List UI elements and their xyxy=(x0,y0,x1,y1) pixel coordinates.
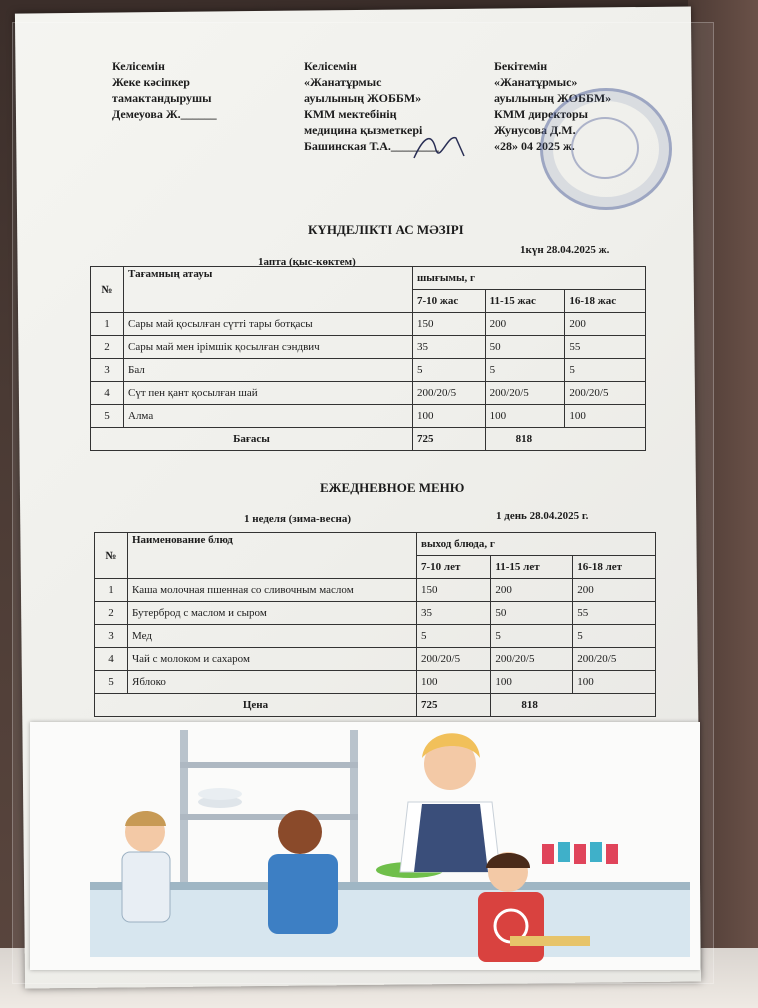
col-age: 11-15 лет xyxy=(491,556,573,579)
menu-kz-week: 1апта (қыс-көктем) xyxy=(258,256,356,268)
row-number: 5 xyxy=(91,405,124,428)
portion: 35 xyxy=(413,336,486,359)
table-row xyxy=(95,579,656,602)
menu-kz-table xyxy=(90,266,646,451)
row-number: 2 xyxy=(95,602,128,625)
serving-counter xyxy=(90,887,690,957)
portion: 55 xyxy=(573,602,656,625)
approval-line: Бекітемін xyxy=(494,59,548,73)
portion: 50 xyxy=(485,336,565,359)
row-number: 1 xyxy=(91,313,124,336)
cup xyxy=(542,844,554,864)
boy-head xyxy=(278,810,322,854)
portion: 200 xyxy=(565,313,646,336)
approval-line: «Жанатұрмыс xyxy=(304,75,382,89)
dish-name: Яблоко xyxy=(128,671,417,694)
boy-shirt xyxy=(268,854,338,934)
price-value: 725 xyxy=(417,694,491,717)
approval-line: КММ директоры xyxy=(494,107,589,121)
official-stamp xyxy=(540,88,672,210)
approval-line: Жунусова Д.М. xyxy=(494,123,576,137)
shelf-board xyxy=(180,814,358,820)
approval-line: тамактандырушы xyxy=(112,91,212,105)
col-age: 16-18 лет xyxy=(573,556,656,579)
cafeteria-illustration xyxy=(30,722,700,970)
cup xyxy=(590,842,602,862)
col-output: выход блюда, г xyxy=(417,533,656,556)
portion: 5 xyxy=(485,359,565,382)
col-age: 11-15 жас xyxy=(485,290,565,313)
row-number: 3 xyxy=(95,625,128,648)
server-apron xyxy=(414,804,488,872)
dish-name: Чай с молоком и сахаром xyxy=(128,648,417,671)
col-number: № xyxy=(91,267,124,313)
dish-name: Сары май қосылған сүтті тары ботқасы xyxy=(124,313,413,336)
portion: 150 xyxy=(417,579,491,602)
approval-caterer xyxy=(112,58,217,122)
total-row xyxy=(95,694,656,717)
table-row xyxy=(91,313,646,336)
row-number: 1 xyxy=(95,579,128,602)
table-row xyxy=(91,336,646,359)
portion: 200/20/5 xyxy=(417,648,491,671)
approval-line: Келісемін xyxy=(112,59,165,73)
col-dish-name: Тағамның атауы xyxy=(124,267,413,313)
cup xyxy=(606,844,618,864)
shelf-board xyxy=(180,762,358,768)
portion: 200 xyxy=(485,313,565,336)
counter-top xyxy=(90,882,690,890)
row-number: 3 xyxy=(91,359,124,382)
table-row xyxy=(91,359,646,382)
cup xyxy=(558,842,570,862)
price-label: Цена xyxy=(95,694,417,717)
row-number: 2 xyxy=(91,336,124,359)
approval-line: «Жанатұрмыс» xyxy=(494,75,578,89)
portion: 200/20/5 xyxy=(485,382,565,405)
total-row xyxy=(91,428,646,451)
boy-hair xyxy=(125,811,166,826)
col-age: 7-10 жас xyxy=(413,290,486,313)
portion: 50 xyxy=(491,602,573,625)
portion: 5 xyxy=(573,625,656,648)
approval-line: ауылының ЖОББМ» xyxy=(494,91,612,105)
dish-name: Сары май мен ірімшік қосылған сэндвич xyxy=(124,336,413,359)
cup xyxy=(574,844,586,864)
dish-name: Сүт пен қант қосылған шай xyxy=(124,382,413,405)
portion: 100 xyxy=(491,671,573,694)
col-age: 7-10 лет xyxy=(417,556,491,579)
portion: 200/20/5 xyxy=(565,382,646,405)
table-row xyxy=(95,671,656,694)
portion: 100 xyxy=(413,405,486,428)
approval-line: ауылының ЖОББМ» xyxy=(304,91,422,105)
portion: 200/20/5 xyxy=(413,382,486,405)
approval-line: Башинская Т.А.________ xyxy=(304,139,439,153)
price-label: Бағасы xyxy=(91,428,413,451)
dish-name: Бал xyxy=(124,359,413,382)
row-number: 5 xyxy=(95,671,128,694)
dish-name: Каша молочная пшенная со сливочным маслом xyxy=(128,579,417,602)
portion: 200/20/5 xyxy=(573,648,656,671)
portion: 150 xyxy=(413,313,486,336)
signature-mark xyxy=(410,128,470,164)
col-dish-name: Наименование блюд xyxy=(128,533,417,579)
plate-stack xyxy=(198,788,242,800)
menu-ru-week: 1 неделя (зима-весна) xyxy=(244,513,351,525)
table-row xyxy=(95,602,656,625)
boy-shirt xyxy=(478,892,544,962)
boy-shirt xyxy=(122,852,170,922)
portion: 200 xyxy=(491,579,573,602)
portion: 5 xyxy=(565,359,646,382)
approval-line: Келісемін xyxy=(304,59,357,73)
menu-ru-title: ЕЖЕДНЕВНОЕ МЕНЮ xyxy=(320,480,465,495)
portion: 200 xyxy=(573,579,656,602)
portion: 200/20/5 xyxy=(491,648,573,671)
approval-line: Жеке кәсіпкер xyxy=(112,75,190,89)
portion: 55 xyxy=(565,336,646,359)
table-row xyxy=(91,382,646,405)
menu-ru-day: 1 день 28.04.2025 г. xyxy=(496,510,589,522)
portion: 100 xyxy=(417,671,491,694)
approval-line: «28» 04 2025 ж. xyxy=(494,139,575,153)
dish-name: Алма xyxy=(124,405,413,428)
portion: 5 xyxy=(413,359,486,382)
price-value: 818 xyxy=(491,694,656,717)
table-row xyxy=(95,648,656,671)
col-number: № xyxy=(95,533,128,579)
food-tray xyxy=(510,936,590,946)
portion: 35 xyxy=(417,602,491,625)
portion: 100 xyxy=(573,671,656,694)
menu-ru-table xyxy=(94,532,656,717)
dish-name: Бутерброд с маслом и сыром xyxy=(128,602,417,625)
approval-line: медицина қызметкері xyxy=(304,123,423,137)
menu-kz-day: 1күн 28.04.2025 ж. xyxy=(520,244,610,256)
approval-line: Демеуова Ж.______ xyxy=(112,107,217,121)
price-value: 818 xyxy=(485,428,645,451)
portion: 100 xyxy=(485,405,565,428)
approval-line: КММ мектебінің xyxy=(304,107,397,121)
row-number: 4 xyxy=(95,648,128,671)
col-output: шығымы, г xyxy=(413,267,646,290)
menu-kz-title: КҮНДЕЛІКТІ АС МӘЗІРІ xyxy=(308,222,464,237)
portion: 5 xyxy=(417,625,491,648)
price-value: 725 xyxy=(413,428,486,451)
portion: 100 xyxy=(565,405,646,428)
table-row xyxy=(95,625,656,648)
row-number: 4 xyxy=(91,382,124,405)
table-row xyxy=(91,405,646,428)
cafeteria-scene xyxy=(30,722,700,970)
portion: 5 xyxy=(491,625,573,648)
col-age: 16-18 жас xyxy=(565,290,646,313)
dish-name: Мед xyxy=(128,625,417,648)
